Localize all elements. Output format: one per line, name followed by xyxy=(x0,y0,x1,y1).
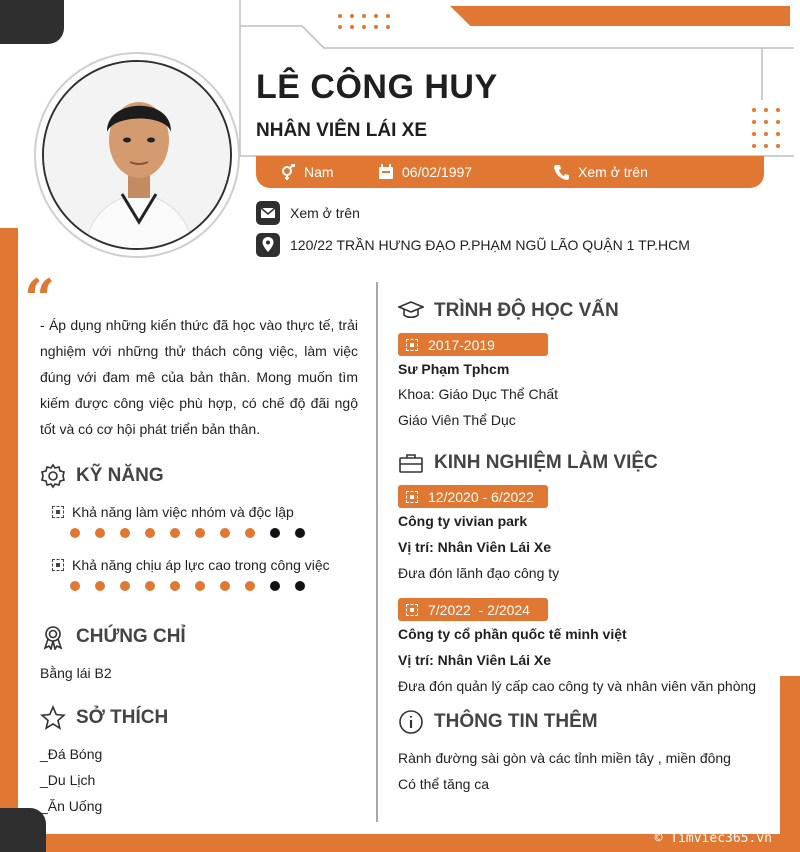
birthday-item xyxy=(378,164,472,180)
address-row xyxy=(256,233,690,257)
rating-dot-filled xyxy=(245,528,255,538)
experience-period: 12/2020 - 6/2022 xyxy=(428,488,534,505)
skill-item xyxy=(52,504,305,538)
skill-item xyxy=(52,557,330,591)
column-divider xyxy=(376,282,378,822)
skill-rating xyxy=(70,528,305,538)
additional-info-item: Rành đường sài gòn và các tỉnh miền tây , miền đông xyxy=(398,750,731,766)
rating-dot-filled xyxy=(170,581,180,591)
decor-dots-right xyxy=(752,108,780,148)
phone-icon xyxy=(554,164,570,180)
rating-dot-filled xyxy=(145,581,155,591)
education-heading xyxy=(398,298,619,324)
certificate-item: Bằng lái B2 xyxy=(40,665,112,681)
education-school: Sư Phạm Tphcm xyxy=(398,361,510,377)
additional-info-title: THÔNG TIN THÊM xyxy=(434,711,598,732)
phone-value: Xem ở trên xyxy=(578,164,648,180)
experience-position: Vị trí: Nhân Viên Lái Xe xyxy=(398,652,552,668)
gender-item xyxy=(280,164,334,180)
rating-dot-filled xyxy=(220,581,230,591)
education-period: 2017-2019 xyxy=(428,336,495,353)
experience-description: Đưa đón quản lý cấp cao công ty và nhân viên văn phòng xyxy=(398,678,757,694)
experience-period-badge xyxy=(398,598,548,621)
award-ribbon-icon xyxy=(40,624,66,650)
info-bar xyxy=(256,156,764,188)
location-pin-icon xyxy=(256,233,280,257)
rating-dot-filled xyxy=(70,528,80,538)
graduation-cap-icon xyxy=(398,298,424,324)
hobby-item: _Ăn Uống xyxy=(40,798,103,814)
education-faculty: Khoa: Giáo Dục Thể Chất xyxy=(398,386,559,402)
skill-rating xyxy=(70,581,330,591)
rating-dot-filled xyxy=(120,528,130,538)
decor-dots-top xyxy=(338,14,390,29)
top-left-corner-block xyxy=(0,0,64,44)
right-frame-bar xyxy=(780,676,800,852)
birthday-value: 06/02/1997 xyxy=(402,164,473,180)
rating-dot-filled xyxy=(220,528,230,538)
rating-dot-filled xyxy=(195,581,205,591)
rating-dot-filled xyxy=(195,528,205,538)
gender-icon xyxy=(280,164,296,180)
briefcase-icon xyxy=(398,450,424,476)
rating-dot-empty xyxy=(295,528,305,538)
experience-description: Đưa đón lãnh đạo công ty xyxy=(398,565,560,581)
gender-value: Nam xyxy=(304,164,334,180)
rating-dot-filled xyxy=(145,528,155,538)
rating-dot-empty xyxy=(270,528,280,538)
rating-dot-empty xyxy=(270,581,280,591)
bottom-left-corner-block xyxy=(0,808,46,852)
rating-dot-filled xyxy=(70,581,80,591)
experience-position: Vị trí: Nhân Viên Lái Xe xyxy=(398,539,552,555)
education-major: Giáo Viên Thể Dục xyxy=(398,412,516,428)
career-objective: - Áp dụng những kiến thức đã học vào thực tế, trải nghiệm với những thử thách công việc, làm việc đúng với đam mê của bản thân. Mong muốn tìm kiếm được công việc phù hợp, có chế độ đãi ngộ tốt và có cơ hội phát triển bản thân. xyxy=(40,317,358,437)
phone-item xyxy=(554,164,648,180)
education-period-badge xyxy=(398,333,548,356)
certificates-title: CHỨNG CHỈ xyxy=(76,626,186,647)
job-title: NHÂN VIÊN LÁI XE xyxy=(256,120,428,141)
rating-dot-filled xyxy=(170,528,180,538)
email-value: Xem ở trên xyxy=(290,205,360,221)
additional-info-heading xyxy=(398,709,598,735)
badge-icon xyxy=(406,339,418,351)
experience-title: KINH NGHIỆM LÀM VIỆC xyxy=(434,452,658,473)
hobbies-title: SỞ THÍCH xyxy=(76,707,169,728)
hobbies-heading xyxy=(40,705,168,731)
badge-icon xyxy=(406,491,418,503)
skill-label: Khả năng chịu áp lực cao trong công việc xyxy=(72,557,330,573)
experience-period-badge xyxy=(398,485,548,508)
skills-title: KỸ NĂNG xyxy=(76,465,164,486)
experience-company: Công ty cổ phần quốc tế minh việt xyxy=(398,626,627,642)
rating-dot-filled xyxy=(245,581,255,591)
candidate-name: LÊ CÔNG HUY xyxy=(256,68,498,106)
experience-heading xyxy=(398,450,658,476)
experience-period: 7/2022 - 2/2024 xyxy=(428,601,530,618)
info-icon xyxy=(398,709,424,735)
email-icon xyxy=(256,201,280,225)
footer-watermark: © Timviec365.vn xyxy=(654,831,772,846)
rating-dot-filled xyxy=(120,581,130,591)
certificates-heading xyxy=(40,624,186,650)
hobby-item: _Đá Bóng xyxy=(40,746,103,762)
gear-icon xyxy=(40,463,66,489)
address-value: 120/22 TRẦN HƯNG ĐẠO P.PHẠM NGŨ LÃO QUẬN 1 TP.HCM xyxy=(290,237,690,253)
star-icon xyxy=(40,705,66,731)
additional-info-item: Có thể tăng ca xyxy=(398,776,490,792)
experience-company: Công ty vivian park xyxy=(398,513,528,529)
rating-dot-empty xyxy=(295,581,305,591)
badge-icon xyxy=(406,604,418,616)
left-frame-bar xyxy=(0,228,18,852)
rating-dot-filled xyxy=(95,528,105,538)
skill-label: Khả năng làm việc nhóm và độc lập xyxy=(72,504,294,520)
skill-bullet-icon xyxy=(52,559,64,571)
rating-dot-filled xyxy=(95,581,105,591)
hobby-item: _Du Lịch xyxy=(40,772,96,788)
avatar xyxy=(42,60,232,250)
quote-icon: “ xyxy=(24,267,56,331)
calendar-icon xyxy=(378,164,394,180)
skill-bullet-icon xyxy=(52,506,64,518)
education-title: TRÌNH ĐỘ HỌC VẤN xyxy=(434,300,619,321)
email-row xyxy=(256,201,360,225)
skills-heading xyxy=(40,463,164,489)
